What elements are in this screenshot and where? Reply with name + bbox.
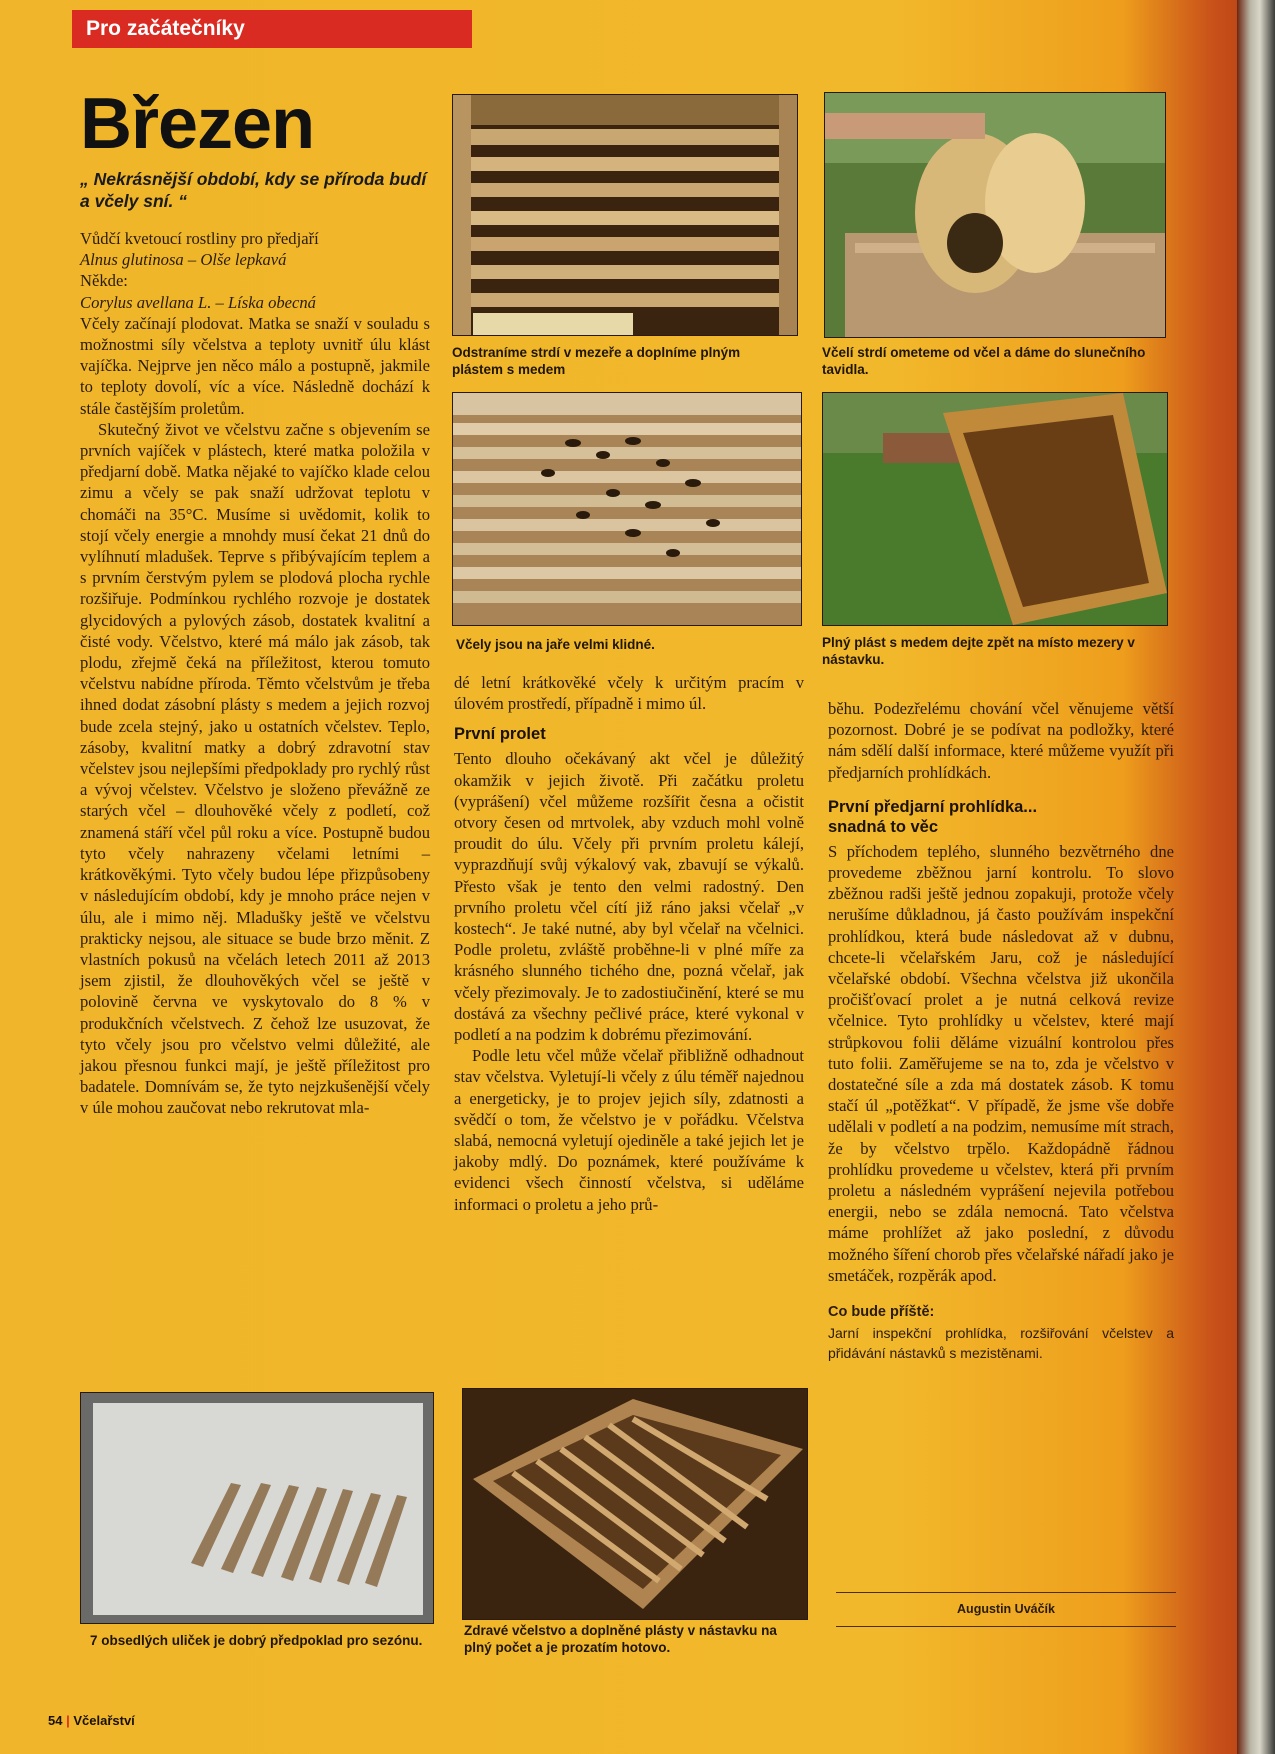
paragraph: Podle letu včel může včelař přibližně odhadnout stav včelstva. Vyletují-li včely z úlu téměř najednou a energeticky, je to projev jejich síly, zdatnosti a svědčí o tom, že včelstvo je v pořádku. Včelstva slabá, nemocná vyletují ojediněle a také jejich let je jakoby mdlý. Do poznámek, které používáme k evidenci všech činností včelstva, si uděláme informaci o proletu a jeho prů-	[454, 1046, 804, 1214]
page-spine	[1237, 0, 1275, 1754]
page-number: 54	[48, 1713, 63, 1728]
paragraph: S příchodem teplého, slunného bezvětrného dne provedeme zběžnou jarní kontrolu. To slovo zběžnou radši ještě jednou zopakuji, protože včely nerušíme důkladnou, já často používám inspekční prohlídkou, která bude následovat až v dubnu, chcete-li včelařském Jaru, což je následující včelařské období. Všechna včelstva již ukončila pročišťovací prolet a je nutná celková revize včelnice. Tyto prohlídky u včelstev, které mají strůpkovou folii děláme vizuální kontrolou přes tuto folii. Zaměřujeme se na to, zda je včelstvo v dostatečné síle a zda má dostatek zásob. K tomu stačí úl „potěžkat“. V případě, že jsme vše dobře udělali v podletí a na podzim, nemusíme mít strach, že by včelstvo trpělo. Každopádně řádnou prohlídku provedeme u včelstev, která při prvním proletu a následném vyprášení nejevila potřebou energii, nebo se zdála nemocná. Tato včelstva máme prohlížet až jako poslední, z důvodu možného šíření chorob přes včelařské nářadí jako je smetáček, rozpěrák apod.	[828, 841, 1174, 1285]
section-heading-line: První předjarní prohlídka...	[828, 797, 1038, 816]
photo-caption: Včelí strdí ometeme od včel a dáme do slunečního tavidla.	[822, 345, 1146, 377]
photo-honeycomb-hand	[824, 92, 1166, 338]
paragraph: Tento dlouho očekávaný akt včel je důležitý okamžik v jejich životě. Při začátku proletu (vyprášení) včel můžeme rozšířit česna a očistit otvory česen od mrtvolek, aby vzduch mohl volně proudit do úlu. Včely při prvním proletu kálejí, vyprazdňují svůj výkalový vak, zbavují se výkalů. Přesto však je tento den velmi radostný. Den prvního proletu včel cítí již ráno jaksi včelař „v kostech“. Je také nutné, aby byl včelař na včelnici. Podle proletu, zvláště proběhne-li v plné míře za krásného slunného tichého dne, pozná včelař, jak včely přezimovaly. Je to zadostiučinění, které se mu dostává za všechny pečlivé práce, které vykonal v podletí a na podzim k dobrému přezimování.	[454, 749, 804, 1045]
section-tab: Pro začátečníky	[72, 10, 472, 48]
footer-separator: |	[66, 1713, 70, 1728]
photo-caption: Plný plást s medem dejte zpět na místo mezery v nástavku.	[822, 635, 1135, 667]
section-heading-line: snadná to věc	[828, 817, 939, 836]
page-footer	[48, 1713, 135, 1728]
article-motto: „ Nekrásnější období, kdy se příroda budí a včely sní. “	[80, 169, 427, 211]
photo-hive-frames-top	[452, 94, 798, 336]
plant-name: Alnus glutinosa – Olše lepkavá	[80, 250, 287, 270]
magazine-name: Včelařství	[73, 1713, 135, 1728]
paragraph: běhu. Podezřelému chování včel věnujeme větší pozornost. Dobré je se podívat na podložky, které nám sdělí další informace, které můžeme využít při předjarních prohlídkách.	[828, 699, 1174, 782]
paragraph: Včely začínají plodovat. Matka se snaží v souladu s možnostmi síly včelstva a teploty uvnitř úlu klást vajíčka. Nejprve jen něco málo a postupně, jakmile to teploty dovolí, víc a více. Následně dochází k stále častějším proletům.	[80, 313, 430, 418]
author-rule	[836, 1592, 1176, 1593]
photo-calm-bees	[452, 392, 802, 626]
article-column-1	[80, 228, 430, 1119]
photo-caption: Odstraníme strdí v mezeře a doplníme plným plástem s medem	[452, 345, 741, 377]
photo-caption: 7 obsedlých uliček je dobrý předpoklad pro sezónu.	[90, 1633, 423, 1648]
author-name: Augustin Uváčík	[957, 1602, 1055, 1616]
section-heading	[828, 797, 1174, 837]
photo-hive-box	[462, 1388, 808, 1620]
next-issue-label: Co bude příště:	[828, 1304, 935, 1321]
article-column-2	[454, 672, 804, 1215]
plant-name: Corylus avellana L. – Líska obecná	[80, 292, 316, 312]
photo-frame-over-grass	[822, 392, 1168, 626]
next-issue-text: Jarní inspekční prohlídka, rozšiřování včelstev a přidávání nástavků s mezistěnami.	[828, 1325, 1174, 1362]
photo-caption: Zdravé včelstvo a doplněné plásty v nástavku na plný počet a je prozatím hotovo.	[464, 1623, 777, 1655]
article-column-3	[828, 698, 1174, 1363]
paragraph: Skutečný život ve včelstvu začne s objevením se prvních vajíček v plástech, které matka položila v předjarní době. Matka nějaké to vajíčko klade celou zimu a včely se pak snaží udržovat teplotu v chomáči na 35°C. Musíme si uvědomit, kolik to stojí včely energie a mnohdy musí čekat 21 dnů do vylíhnutí mladušek. Teprve s přibývajícím teplem a s prvním čerstvým pylem se plodová plocha rychle rozšiřuje. Podmínkou rychlého rozvoje je dostatek glycidových a pylových zásob, dostatek kvalitní a čisté vody. Včelstvo, které má málo jak zásob, tak plodu, zřejmě čeká na příležitost, kterou tomuto včelstvu nabídne příroda. Těmto včelstvům je třeba ihned dodat zásobní plásty s medem a jejich rozvoj bude zcela stejný, jako u ostatních včelstev. Teplo, zásoby, kvalitní matky a dobrý zdravotní stav včelstev jsou nejlepšími předpoklady pro rychlý růst a vývoj včelstev. Včelstvo je složeno převážně ze starých včel – dlouhověké včely z podletí, což znamená stáří včel půl roku a více. Postupně budou tyto včely nahrazeny včelami letními – krátkověkými. Tyto včely budou lépe přizpůsobeny v následujícím období, kdy je mnoho práce nejen v úlu, ale i mimo něj. Mladušky ještě ve včelstvu prakticky nejsou, ale situace se bude brzo měnit. Z vlastních pokusů na včelách letech 2011 až 2013 jsem zjistil, že dlouhověkých včel se ještě v polovině června ve vyskytovalo do 8 % v produkčních včelstvech. Z čehož lze usuzovat, že tyto včely jsou pro včelstvo velmi důležité, ale jakou přesnou funkci mají, je ještě příležitost pro badatele. Domnívám se, že tyto nejzkušenější včely v úle mohou zaučovat nebo rekrutovat mla-	[80, 419, 430, 1118]
photo-caption: Včely jsou na jaře velmi klidné.	[456, 637, 655, 652]
plants-intro: Vůdčí kvetoucí rostliny pro předjaří	[80, 229, 319, 248]
author-rule	[836, 1626, 1176, 1627]
photo-debris-board	[80, 1392, 434, 1624]
page-title: Březen	[80, 84, 315, 164]
paragraph: dé letní krátkověké včely k určitým pracím v úlovém prostředí, případně i mimo úl.	[454, 673, 804, 714]
section-heading: První prolet	[454, 725, 546, 744]
somewhere-label: Někde:	[80, 271, 128, 291]
